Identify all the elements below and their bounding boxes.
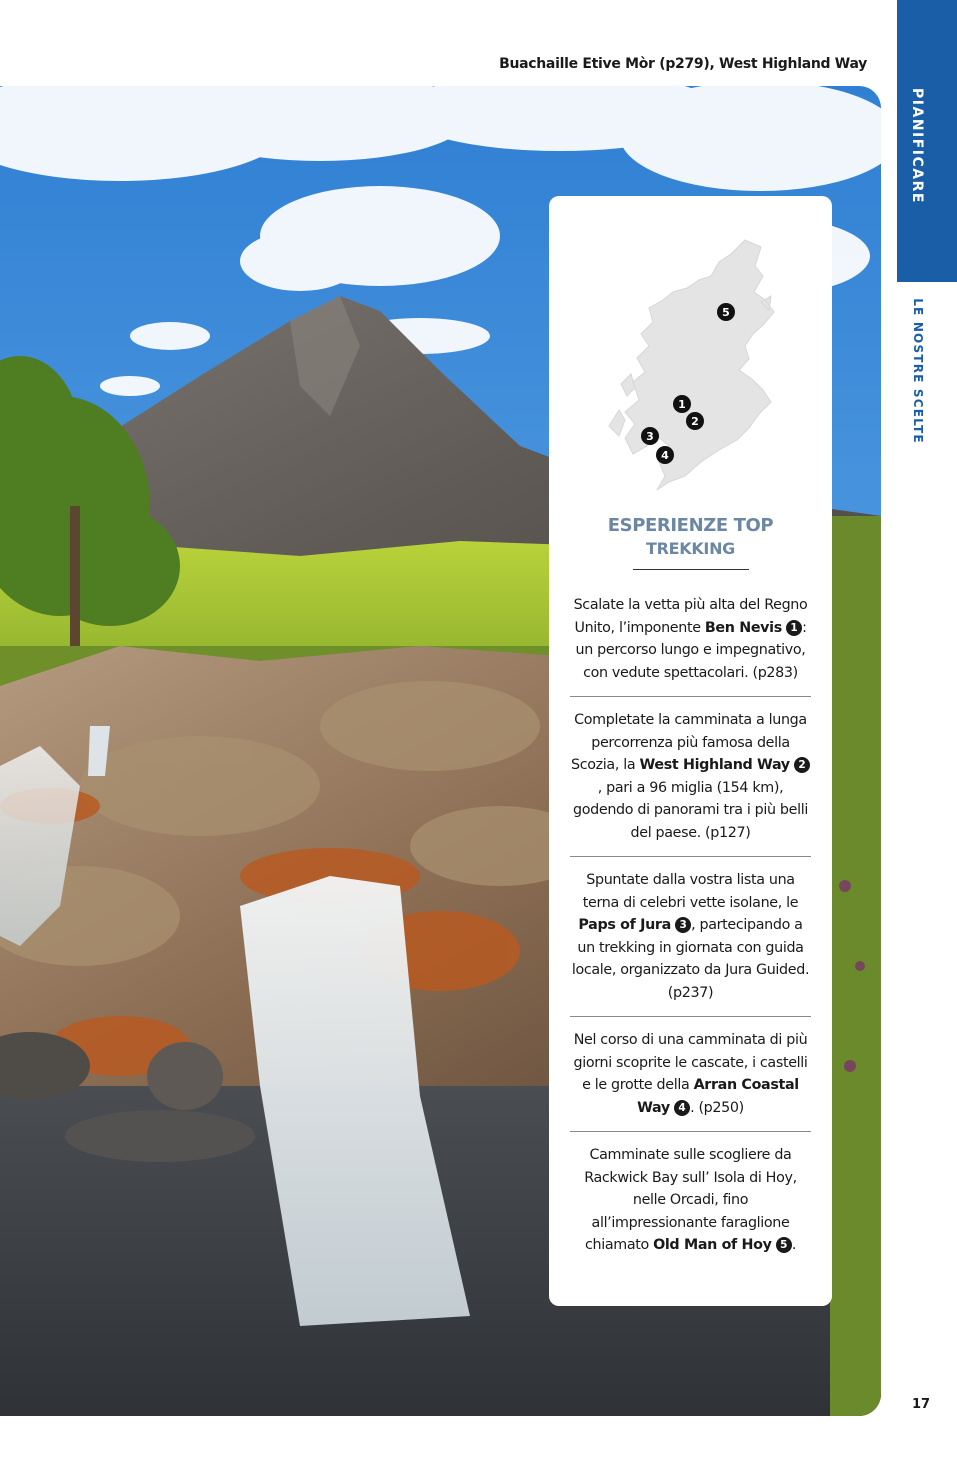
entry-title: West Highland Way	[639, 757, 790, 773]
entry-title: Arran Coastal Way	[637, 1077, 799, 1116]
svg-text:5: 5	[722, 306, 730, 319]
card-heading	[549, 514, 832, 570]
section-tab	[897, 0, 957, 282]
entry-ben-nevis: Scalate la vetta più alta del Regno Unito, l’imponente Ben Nevis 1 : un percorso lungo e impegnativo, con vedute spettacolari. (p283)	[573, 597, 808, 681]
map-marker-5	[717, 303, 735, 321]
experience-card	[549, 196, 832, 1306]
entry-arran-coastal-way: Nel corso di una camminata di più giorni scoprite le cascate, i castelli e le grotte della Arran Coastal Way 4 . (p250)	[570, 1016, 811, 1131]
entry-paps-of-jura: Spuntate dalla vostra lista una terna di celebri vette isolane, le Paps of Jura 3 , partecipando a un trekking in giornata con guida locale, organizzato da Jura Guided. (p237)	[570, 856, 811, 1016]
map-marker-1	[673, 395, 691, 413]
entry-title: Ben Nevis	[704, 619, 782, 636]
number-badge: 4	[674, 1100, 690, 1116]
svg-text:1: 1	[678, 398, 686, 411]
photo-caption: Buachaille Etive Mòr (p279), West Highland Way	[499, 56, 867, 72]
entry-west-highland-way: Completate la camminata a lunga percorrenza più famosa della Scozia, la West Highland Way 2, pari a 96 miglia (154 km), godendo di panorami tra i più belli del paese. (p127)	[570, 696, 811, 856]
map-marker-3	[641, 427, 659, 445]
scotland-map	[549, 214, 832, 514]
entry-old-man-of-hoy: Camminate sulle scogliere da Rackwick Bay sull’ Isola di Hoy, nelle Orcadi, fino all’impressionante faraglione chiamato Old Man of Hoy 5 .	[570, 1131, 811, 1269]
scotland-outline	[609, 240, 774, 490]
entry-list	[570, 592, 811, 1269]
page-number: 17	[911, 1397, 931, 1412]
section-tab-label: PIANIFICARE	[909, 88, 925, 204]
map-marker-2	[686, 412, 704, 430]
subsection-label: LE NOSTRE SCELTE	[911, 298, 925, 444]
svg-text:3: 3	[646, 430, 654, 443]
card-title: ESPERIENZE TOP	[607, 515, 774, 536]
entry-title: Paps of Jura	[578, 917, 671, 933]
number-badge: 2	[794, 757, 810, 773]
svg-text:2: 2	[691, 415, 699, 428]
number-badge: 1	[786, 620, 802, 636]
entry-title: Old Man of Hoy	[653, 1237, 772, 1253]
map-marker-4	[656, 446, 674, 464]
svg-text:4: 4	[661, 449, 669, 462]
number-badge: 3	[675, 917, 691, 933]
heading-divider	[633, 569, 749, 570]
number-badge: 5	[776, 1237, 792, 1253]
card-subtitle: TREKKING	[645, 539, 736, 558]
